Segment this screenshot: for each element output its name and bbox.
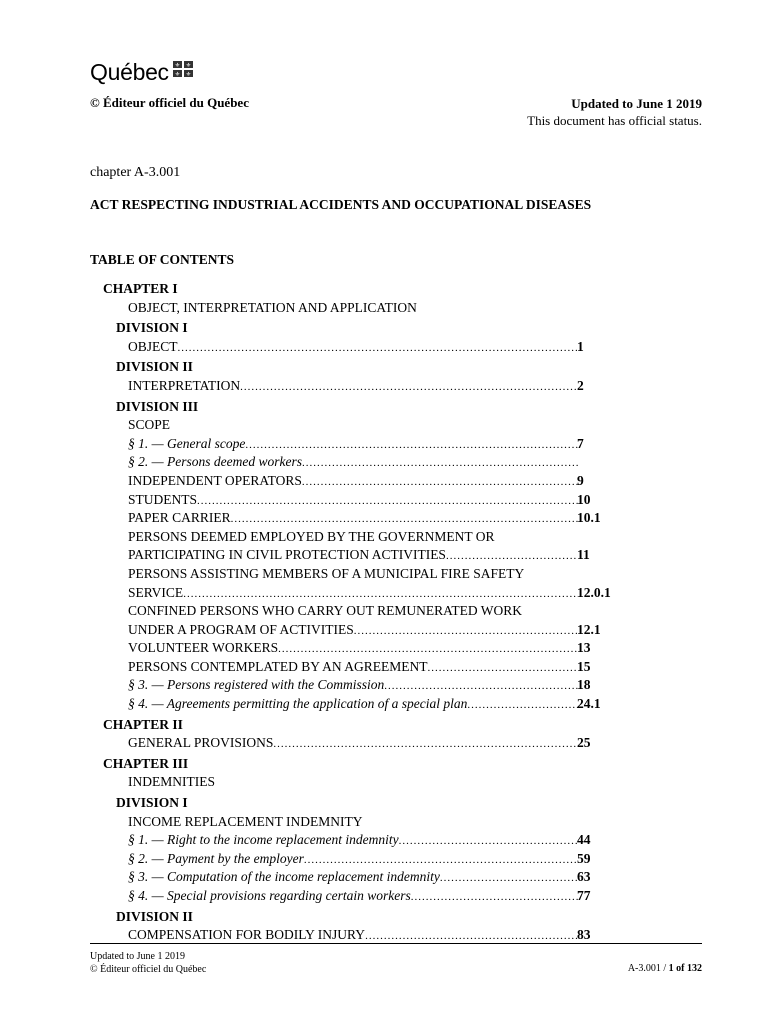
svg-text:⚜: ⚜ xyxy=(185,62,191,69)
dot-leader xyxy=(446,547,578,566)
doc-reference: A-3.001 / xyxy=(627,963,669,974)
toc-entry[interactable] xyxy=(90,584,630,603)
toc-heading-label: DIVISION I xyxy=(116,320,188,336)
svg-text:⚜: ⚜ xyxy=(174,71,180,77)
toc-entry xyxy=(90,908,630,927)
toc-entry[interactable] xyxy=(90,377,630,396)
toc-section-number: 13 xyxy=(577,640,591,656)
toc-entry[interactable] xyxy=(90,831,630,850)
toc-entry-label: PAPER CARRIER xyxy=(128,510,231,526)
svg-text:⚜: ⚜ xyxy=(185,71,191,77)
dot-leader xyxy=(273,735,578,754)
toc-entry[interactable] xyxy=(90,509,630,528)
fleur-de-lis-flag-icon xyxy=(173,61,193,82)
toc-section-number: 15 xyxy=(577,658,591,674)
toc-entry-label: SERVICE xyxy=(128,584,184,600)
toc-entry xyxy=(90,299,630,318)
toc-entry-label: VOLUNTEER WORKERS xyxy=(128,640,279,656)
toc-section-number: 2 xyxy=(577,377,584,393)
quebec-logo xyxy=(90,60,193,84)
toc-entry-label: § 1. — Right to the income replacement indemnity xyxy=(128,832,399,848)
dot-leader xyxy=(183,585,578,604)
dot-leader xyxy=(440,869,578,888)
page-number: 1 of 132 xyxy=(668,963,702,974)
toc-entry-label: INDEPENDENT OPERATORS xyxy=(128,472,302,488)
toc-entry xyxy=(90,528,630,547)
dot-leader xyxy=(245,436,578,455)
dot-leader xyxy=(354,622,578,641)
toc-entry[interactable] xyxy=(90,472,630,491)
toc-entry[interactable] xyxy=(90,491,630,510)
dot-leader xyxy=(302,454,578,473)
toc-entry-label: PERSONS CONTEMPLATED BY AN AGREEMENT xyxy=(128,658,428,674)
toc-section-number: 11 xyxy=(577,547,590,563)
dot-leader xyxy=(302,473,578,492)
toc-entry[interactable] xyxy=(90,546,630,565)
page-indicator xyxy=(628,963,702,974)
toc-entry-label: INDEMNITIES xyxy=(128,774,215,790)
toc-section-number: 18 xyxy=(577,677,591,693)
dot-leader xyxy=(467,696,578,715)
toc-entry xyxy=(90,813,630,832)
toc-entry xyxy=(90,773,630,792)
toc-entry[interactable] xyxy=(90,676,630,695)
dot-leader xyxy=(428,659,578,678)
toc-entry-label: OBJECT, INTERPRETATION AND APPLICATION xyxy=(128,299,417,315)
toc-section-number: 25 xyxy=(577,735,591,751)
toc-entry[interactable] xyxy=(90,338,630,357)
toc-heading-label: CHAPTER III xyxy=(103,755,189,771)
dot-leader xyxy=(384,677,578,696)
toc-entry-label: SCOPE xyxy=(128,417,171,433)
toc-heading-label: DIVISION III xyxy=(116,398,199,414)
toc-entry-label: § 4. — Special provisions regarding certain workers xyxy=(128,888,411,903)
toc-entry-label: PARTICIPATING IN CIVIL PROTECTION ACTIVITIES xyxy=(128,547,446,563)
chapter-number: chapter A-3.001 xyxy=(90,165,181,180)
toc-entry-label: INCOME REPLACEMENT INDEMNITY xyxy=(128,813,363,829)
toc-heading-label: CHAPTER II xyxy=(103,716,183,732)
toc-heading: TABLE OF CONTENTS xyxy=(90,252,235,267)
toc-entry[interactable] xyxy=(90,695,630,714)
toc-section-number: 59 xyxy=(577,850,591,866)
toc-section-number: 10.1 xyxy=(577,510,601,526)
dot-leader xyxy=(304,851,578,870)
toc-section-number: 77 xyxy=(577,888,591,903)
act-title: ACT RESPECTING INDUSTRIAL ACCIDENTS AND OCCUPATIONAL DISEASES xyxy=(90,197,592,212)
footer-updated: Updated to June 1 2019 xyxy=(90,951,185,962)
toc-heading-label: DIVISION II xyxy=(116,359,193,375)
toc-section-number: 44 xyxy=(577,832,591,848)
update-status xyxy=(527,95,702,129)
toc-entry-label: § 2. — Payment by the employer xyxy=(128,850,304,866)
dot-leader xyxy=(231,510,578,529)
toc-section-number: 83 xyxy=(577,927,591,943)
logo-wordmark: Québec xyxy=(90,59,169,85)
toc-section-number: 12.1 xyxy=(577,621,601,637)
toc-entry[interactable] xyxy=(90,734,630,753)
toc-entry-label: § 3. — Computation of the income replacement indemnity xyxy=(128,869,440,885)
toc-section-number: 1 xyxy=(577,338,584,354)
toc-section-number: 24.1 xyxy=(577,696,601,712)
toc-entry xyxy=(90,565,630,584)
dot-leader xyxy=(411,888,578,907)
publisher-header: © Éditeur officiel du Québec xyxy=(90,95,249,110)
toc-entry[interactable] xyxy=(90,435,630,454)
official-status: This document has official status. xyxy=(527,113,702,128)
toc-entry xyxy=(90,755,630,774)
updated-date: Updated to June 1 2019 xyxy=(571,96,702,111)
svg-text:⚜: ⚜ xyxy=(174,62,180,69)
toc-entry xyxy=(90,716,630,735)
toc-entry-label: § 1. — General scope xyxy=(128,435,246,451)
toc-entry-label: § 4. — Agreements permitting the application of a special plan xyxy=(128,696,468,712)
dot-leader xyxy=(399,832,578,851)
toc-section-number: 7 xyxy=(577,435,584,451)
toc-heading-label: DIVISION I xyxy=(116,795,188,811)
toc-entry xyxy=(90,280,630,299)
table-of-contents xyxy=(90,280,630,945)
toc-section-number: 12.0.1 xyxy=(577,584,611,600)
toc-entry-label: STUDENTS xyxy=(128,491,198,507)
toc-entry-label: § 2. — Persons deemed workers xyxy=(128,454,302,470)
toc-entry[interactable] xyxy=(90,926,630,945)
toc-entry[interactable] xyxy=(90,887,630,906)
dot-leader xyxy=(278,640,578,659)
toc-entry-label: UNDER A PROGRAM OF ACTIVITIES xyxy=(128,621,354,637)
toc-entry[interactable] xyxy=(90,850,630,869)
toc-entry-label: § 3. — Persons registered with the Commission xyxy=(128,677,385,693)
toc-entry[interactable] xyxy=(90,621,630,640)
toc-entry[interactable] xyxy=(90,658,630,677)
toc-heading-label: CHAPTER I xyxy=(103,281,178,296)
toc-entry-label: INTERPRETATION xyxy=(128,377,241,393)
toc-entry[interactable] xyxy=(90,639,630,658)
toc-entry xyxy=(90,398,630,417)
dot-leader xyxy=(197,492,578,511)
toc-entry xyxy=(90,416,630,435)
toc-entry xyxy=(90,319,630,338)
dot-leader xyxy=(240,378,578,397)
footer-left xyxy=(90,950,206,976)
footer-divider xyxy=(90,943,702,944)
toc-section-number: 63 xyxy=(577,869,591,885)
footer-publisher: © Éditeur officiel du Québec xyxy=(90,964,207,975)
toc-section-number: 9 xyxy=(577,472,584,488)
dot-leader xyxy=(178,339,578,358)
toc-entry xyxy=(90,358,630,377)
toc-entry-label: COMPENSATION FOR BODILY INJURY xyxy=(128,927,366,943)
toc-entry[interactable] xyxy=(90,868,630,887)
toc-heading-label: DIVISION II xyxy=(116,908,193,924)
toc-entry-label: PERSONS ASSISTING MEMBERS OF A MUNICIPAL FIRE SAFETY xyxy=(128,565,525,581)
toc-entry xyxy=(90,794,630,813)
toc-section-number: 10 xyxy=(577,491,591,507)
toc-entry-label: CONFINED PERSONS WHO CARRY OUT REMUNERATED WORK xyxy=(128,603,523,619)
toc-entry-label: GENERAL PROVISIONS xyxy=(128,735,274,751)
toc-entry[interactable] xyxy=(90,453,630,472)
toc-entry-label: PERSONS DEEMED EMPLOYED BY THE GOVERNMENT OR xyxy=(128,528,495,544)
toc-entry-label: OBJECT xyxy=(128,338,178,354)
toc-entry xyxy=(90,602,630,621)
